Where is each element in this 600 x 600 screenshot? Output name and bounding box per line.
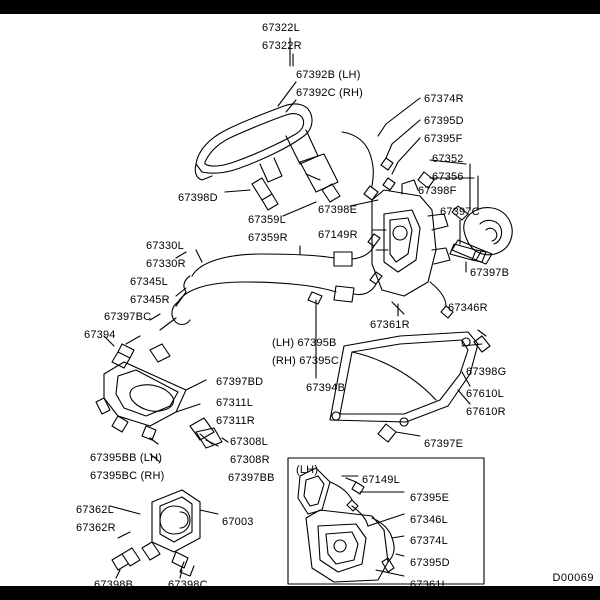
diagram-code: D00069 (552, 572, 594, 584)
part-label: 67149L (362, 474, 400, 486)
part-label: 67395BB (LH) (90, 452, 163, 464)
part-label: 67394 (84, 329, 116, 341)
part-label: 67345R (130, 294, 170, 306)
part-label: 67346R (448, 302, 488, 314)
part-label: 67352 (432, 153, 464, 165)
part-label: 67398C (168, 579, 208, 591)
part-label: 67346L (410, 514, 448, 526)
part-label: 67003 (222, 516, 254, 528)
part-label: 67374L (410, 535, 448, 547)
part-label: 67394B (306, 382, 346, 394)
part-label: 67395D (424, 115, 464, 127)
part-label: 67361R (370, 319, 410, 331)
part-label: 67330R (146, 258, 186, 270)
part-label: 67322L (262, 22, 300, 34)
part-label: 67374R (424, 93, 464, 105)
part-label: 67610L (466, 388, 504, 400)
part-label: 67362L (76, 504, 114, 516)
part-label: 67361L (410, 579, 448, 591)
part-label: 67392C (RH) (296, 87, 364, 99)
part-label: 67397BC (104, 311, 152, 323)
part-label: 67392B (LH) (296, 69, 361, 81)
part-label: 67397C (440, 206, 480, 218)
part-label: 67610R (466, 406, 506, 418)
part-label: 67397BD (216, 376, 264, 388)
part-label: 67398G (466, 366, 507, 378)
part-label: 67397B (470, 267, 510, 279)
part-label: 67311R (216, 415, 255, 427)
part-label: 67395BC (RH) (90, 470, 165, 482)
part-label: 67395E (410, 492, 450, 504)
part-label: 67397E (424, 438, 464, 450)
part-label: 67359L (248, 214, 286, 226)
part-label: 67330L (146, 240, 184, 252)
part-label: (LH) 67395B (272, 337, 337, 349)
part-label: 67362R (76, 522, 116, 534)
part-label: 67149R (318, 229, 358, 241)
part-label: 67397BB (228, 472, 275, 484)
part-label: 67395F (424, 133, 463, 145)
inset-lh-label: (LH) (296, 464, 319, 476)
part-label: 67308L (230, 436, 268, 448)
part-label: 67308R (230, 454, 270, 466)
part-label: 67359R (248, 232, 288, 244)
part-label: 67398E (318, 204, 358, 216)
part-label: 67311L (216, 397, 254, 409)
part-label: 67345L (130, 276, 168, 288)
part-label: 67398B (94, 579, 134, 591)
part-label: 67398D (178, 192, 218, 204)
part-label: 67395D (410, 557, 450, 569)
part-label: 67398F (418, 185, 457, 197)
part-label: 67322R (262, 40, 302, 52)
part-label: 67356 (432, 171, 464, 183)
part-label: (RH) 67395C (272, 355, 340, 367)
